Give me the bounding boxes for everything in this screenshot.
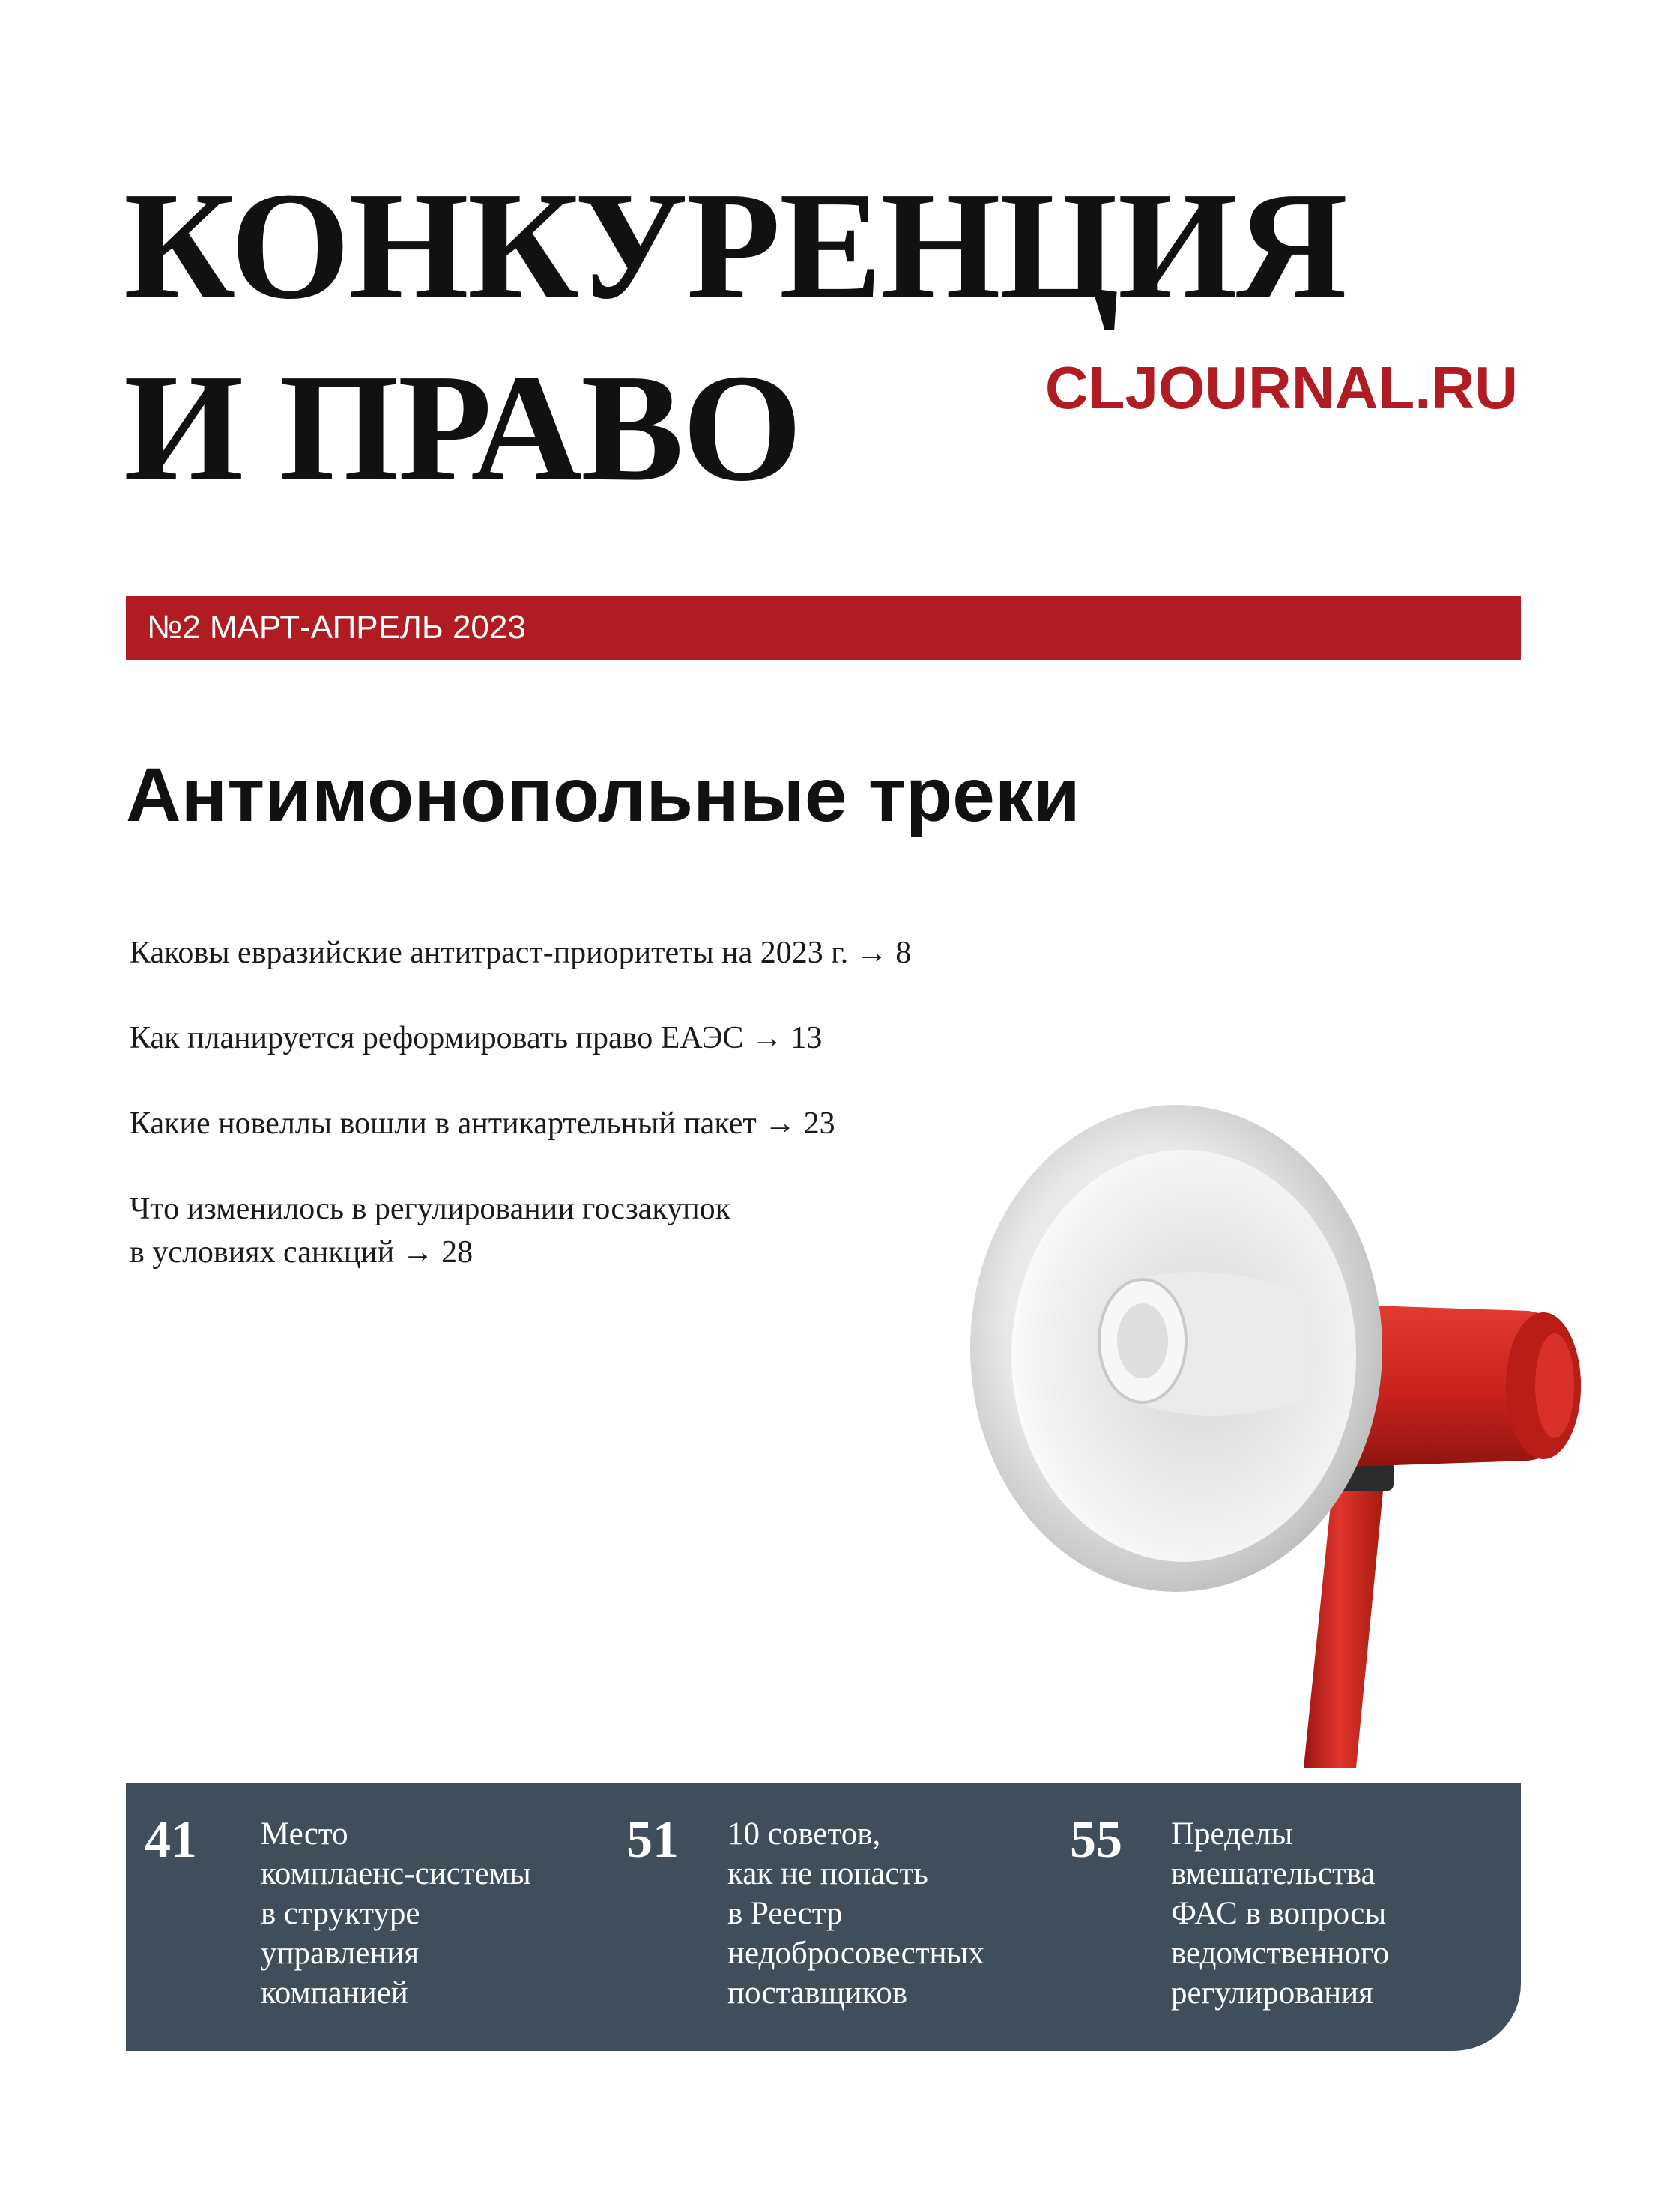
teaser-item[interactable] xyxy=(130,1102,991,1145)
article-title-line: поставщиков xyxy=(727,1975,908,2011)
teaser-text: Что изменилось в регулировании госзакупок xyxy=(130,1192,731,1226)
featured-articles-panel xyxy=(126,1783,1521,2051)
article-title xyxy=(1171,1814,1389,2013)
article-title-line: ФАС в вопросы xyxy=(1171,1896,1387,1931)
article-title xyxy=(261,1814,531,2013)
issue-label: №2 МАРТ-АПРЕЛЬ 2023 xyxy=(147,609,526,646)
teaser-item[interactable] xyxy=(130,1187,991,1274)
article-page-number: 55 xyxy=(1070,1811,1122,1869)
article-title-line: в структуре xyxy=(261,1896,420,1931)
teaser-list xyxy=(130,931,991,1316)
article-title-line: управления xyxy=(261,1936,420,1971)
teaser-text: Какие новеллы вошли в антикартельный пакет → 23 xyxy=(130,1106,835,1141)
article-title-line: комплаенс-системы xyxy=(261,1856,531,1891)
article-title-line: регулирования xyxy=(1171,1975,1373,2011)
article-title-line: в Реестр xyxy=(727,1896,843,1931)
article-title-line: вмешательства xyxy=(1171,1856,1376,1891)
article-title-line: как не попасть xyxy=(727,1856,928,1891)
teaser-item[interactable] xyxy=(130,931,991,975)
magazine-title-line2: И ПРАВО xyxy=(124,342,801,513)
article-title-line: Пределы xyxy=(1171,1816,1293,1852)
megaphone-icon xyxy=(884,996,1664,1768)
teaser-text: в условиях санкций → 28 xyxy=(130,1235,474,1270)
teaser-text: Как планируется реформировать право ЕАЭС → 13 xyxy=(130,1021,823,1055)
article-title-line: Место xyxy=(261,1816,348,1852)
article-title-line: ведомственного xyxy=(1171,1936,1389,1971)
article-title-line: компанией xyxy=(261,1975,408,2011)
article-title-line: недобросовестных xyxy=(727,1936,984,1971)
teaser-item[interactable] xyxy=(130,1016,991,1060)
cover-headline: Антимонопольные треки xyxy=(126,752,1080,837)
issue-banner xyxy=(126,596,1521,660)
article-title-line: 10 советов, xyxy=(727,1816,881,1852)
article-title xyxy=(727,1814,984,2013)
article-page-number: 41 xyxy=(145,1811,197,1869)
article-page-number: 51 xyxy=(626,1811,679,1869)
magazine-title-line1: КОНКУРЕНЦИЯ xyxy=(124,160,1346,331)
teaser-text: Каковы евразийские антитраст-приоритеты на 2023 г. → 8 xyxy=(130,936,912,970)
website-link[interactable]: CLJOURNAL.RU xyxy=(1044,354,1518,421)
